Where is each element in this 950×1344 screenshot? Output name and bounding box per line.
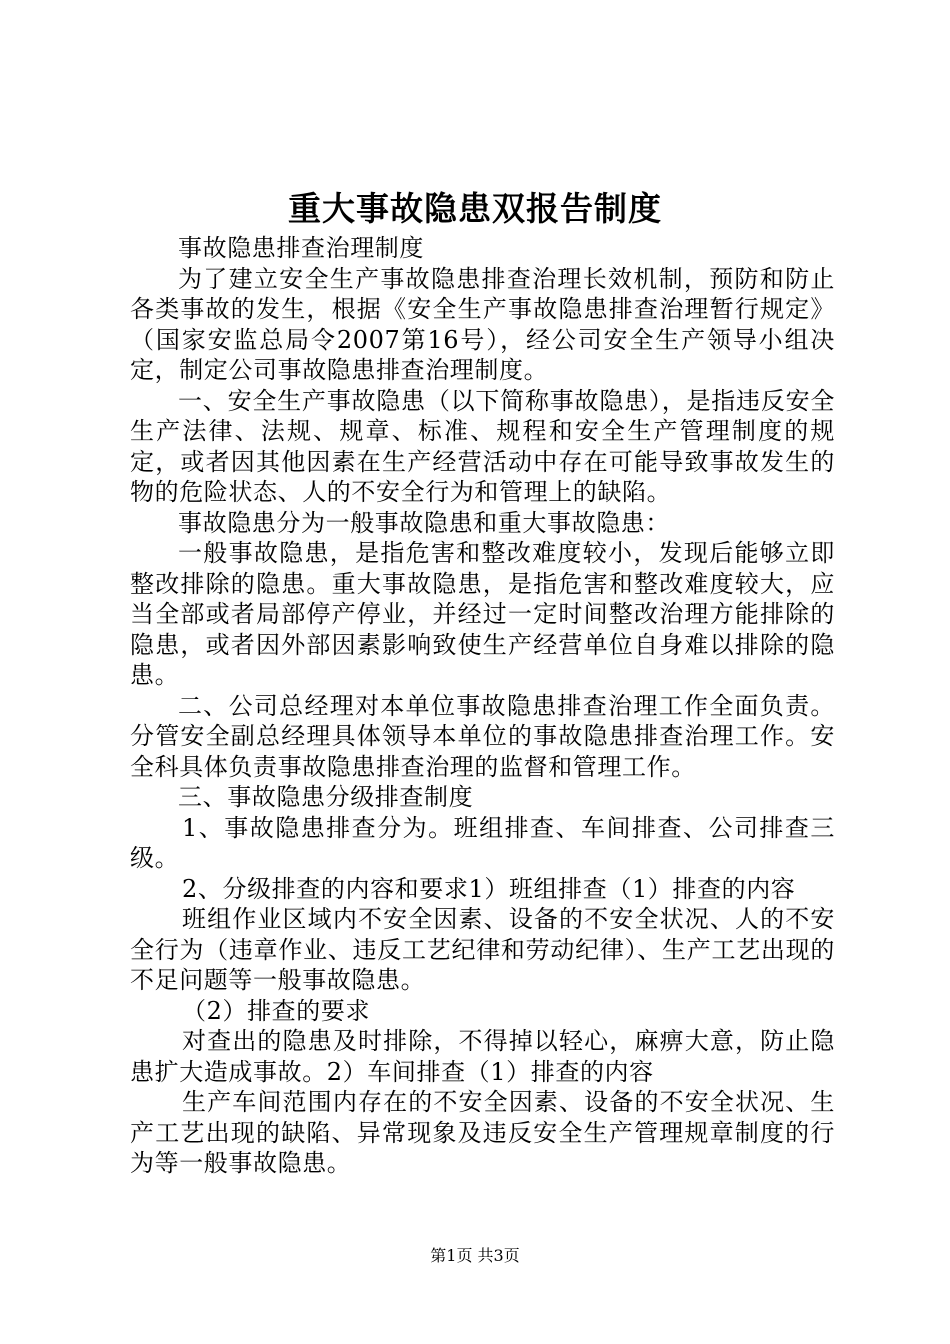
paragraph: 对查出的隐患及时排除，不得掉以轻心，麻痹大意，防止隐患扩大造成事故。2）车间排查（1）排查的内容	[130, 1027, 835, 1086]
paragraph: 事故隐患分为一般事故隐患和重大事故隐患：	[178, 508, 670, 537]
paragraph: 1、事故隐患排查分为。班组排查、车间排查、公司排查三级。	[130, 813, 835, 872]
paragraph: （2）排查的要求	[182, 996, 371, 1025]
document-title: 重大事故隐患双报告制度	[288, 189, 662, 228]
paragraph: 为了建立安全生产事故隐患排查治理长效机制，预防和防止各类事故的发生，根据《安全生产事故隐患排查治理暂行规定》（国家安监总局令2007第16号），经公司安全生产领导小组决定，制定公司事故隐患排查治理制度。	[130, 264, 835, 384]
paragraph: 一般事故隐患，是指危害和整改难度较小，发现后能够立即整改排除的隐患。重大事故隐患，是指危害和整改难度较大，应当全部或者局部停产停业，并经过一定时间整改治理方能排除的隐患，或者因外部因素影响致使生产经营单位自身难以排除的隐患。	[130, 539, 835, 689]
paragraph: 二、公司总经理对本单位事故隐患排查治理工作全面负责。分管安全副总经理具体领导本单位的事故隐患排查治理工作。安全科具体负责事故隐患排查治理的监督和管理工作。	[130, 691, 835, 781]
paragraph: 一、安全生产事故隐患（以下简称事故隐患），是指违反安全生产法律、法规、规章、标准、规程和安全生产管理制度的规定，或者因其他因素在生产经营活动中存在可能导致事故发生的物的危险状态、人的不安全行为和管理上的缺陷。	[130, 386, 835, 506]
page-footer: 第1页 共3页	[430, 1246, 520, 1265]
paragraph: 生产车间范围内存在的不安全因素、设备的不安全状况、生产工艺出现的缺陷、异常现象及违反安全生产管理规章制度的行为等一般事故隐患。	[130, 1088, 835, 1177]
paragraph: 三、事故隐患分级排查制度	[178, 783, 474, 811]
paragraph: 事故隐患排查治理制度	[178, 234, 424, 262]
paragraph: 班组作业区域内不安全因素、设备的不安全状况、人的不安全行为（违章作业、违反工艺纪律和劳动纪律）、生产工艺出现的不足问题等一般事故隐患。	[130, 905, 835, 994]
paragraph: 2、分级排查的内容和要求1）班组排查（1）排查的内容	[182, 874, 796, 903]
document-body	[130, 233, 835, 1179]
